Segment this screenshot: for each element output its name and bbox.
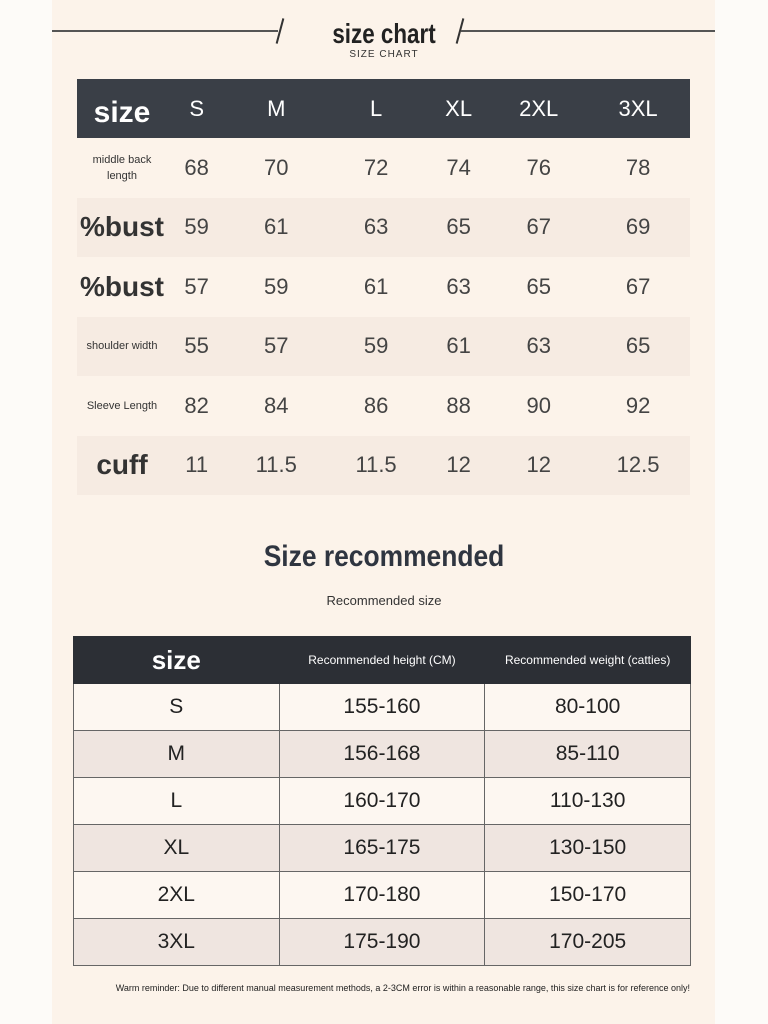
header-cell: Recommended height (CM) (279, 637, 485, 684)
table-cell: 80-100 (485, 684, 691, 731)
table-cell: 67 (491, 198, 586, 258)
header-cell: XL (426, 79, 491, 138)
table-cell: 67 (625, 273, 651, 299)
page-title: size chart (332, 18, 436, 49)
table-cell: 170-180 (279, 872, 485, 919)
table-row (77, 376, 690, 436)
table-header (77, 79, 690, 138)
table-cell: 57 (184, 273, 209, 299)
table-row (74, 684, 691, 731)
table-cell: 12 (426, 436, 491, 496)
table-cell: 156-168 (279, 731, 485, 778)
header-cell: L (326, 79, 426, 138)
table-cell: 59 (167, 198, 226, 258)
row-label: shoulder width (77, 317, 167, 377)
table-row (74, 825, 691, 872)
table-header (74, 637, 691, 684)
table-row (77, 138, 690, 198)
table-cell: 82 (184, 392, 209, 418)
row-label: middle back length (92, 153, 152, 182)
table-cell: 11 (167, 436, 226, 496)
page-subtitle: SIZE CHART (349, 49, 419, 60)
header-cell: S (167, 79, 226, 138)
table-cell: 57 (226, 317, 326, 377)
header-cell: M (226, 79, 326, 138)
table-cell: 63 (326, 198, 426, 258)
table-cell: 59 (264, 273, 289, 299)
table-cell: 70 (264, 154, 289, 180)
header-cell: size (74, 637, 280, 684)
table-cell: 65 (586, 317, 690, 377)
warm-reminder: Warm reminder: Due to different manual measurement methods, a 2-3CM error is within a reasonable range, this size chart is for reference only! (115, 983, 690, 993)
table-cell: 63 (446, 273, 471, 299)
table-cell: 65 (526, 273, 551, 299)
table-row (77, 257, 690, 317)
table-cell: 3XL (74, 919, 280, 966)
table-cell: 74 (446, 154, 471, 180)
table-cell: M (74, 731, 280, 778)
table-cell: 12 (491, 436, 586, 496)
table-cell: 110-130 (485, 778, 691, 825)
table-cell: 90 (526, 392, 551, 418)
table-cell: 61 (226, 198, 326, 258)
table-cell: 76 (526, 154, 551, 180)
table-cell: 86 (363, 392, 389, 418)
table-cell: 2XL (74, 872, 280, 919)
table-cell: 84 (264, 392, 289, 418)
table-cell: 61 (426, 317, 491, 377)
row-label: %bust (77, 198, 167, 258)
table-cell: 65 (426, 198, 491, 258)
table-cell: 61 (363, 273, 389, 299)
table-row (74, 731, 691, 778)
table-cell: 78 (625, 154, 651, 180)
table-cell: S (74, 684, 280, 731)
table-cell: 59 (326, 317, 426, 377)
table-cell: 175-190 (279, 919, 485, 966)
table-cell: 170-205 (485, 919, 691, 966)
recommended-table (73, 636, 691, 966)
table-cell: XL (74, 825, 280, 872)
table-cell: 130-150 (485, 825, 691, 872)
table-cell: 72 (363, 154, 389, 180)
table-cell: 68 (184, 154, 209, 180)
table-row (77, 317, 690, 377)
table-row (77, 198, 690, 258)
table-cell: 150-170 (485, 872, 691, 919)
recommended-subtitle: Recommended size (326, 593, 442, 608)
row-label: Sleeve Length (86, 399, 158, 412)
table-cell: 92 (625, 392, 651, 418)
table-row (74, 778, 691, 825)
row-label: %bust (80, 270, 164, 302)
table-cell: 165-175 (279, 825, 485, 872)
table-cell: 88 (446, 392, 471, 418)
table-cell: 160-170 (279, 778, 485, 825)
table-cell: 11.5 (226, 436, 326, 496)
table-cell: 11.5 (326, 436, 426, 496)
table-cell: L (74, 778, 280, 825)
table-cell: 85-110 (485, 731, 691, 778)
table-row (74, 872, 691, 919)
header-cell: Recommended weight (catties) (485, 637, 691, 684)
table-cell: 55 (167, 317, 226, 377)
table-cell: 155-160 (279, 684, 485, 731)
size-chart-table (77, 79, 690, 495)
header-cell: 3XL (586, 79, 690, 138)
table-cell: 12.5 (586, 436, 690, 496)
table-row (74, 919, 691, 966)
table-cell: 69 (586, 198, 690, 258)
row-label: cuff (77, 436, 167, 496)
header-cell: size (77, 79, 167, 138)
table-row (77, 436, 690, 496)
table-cell: 63 (491, 317, 586, 377)
header-cell: 2XL (491, 79, 586, 138)
recommended-title: Size recommended (263, 540, 505, 573)
